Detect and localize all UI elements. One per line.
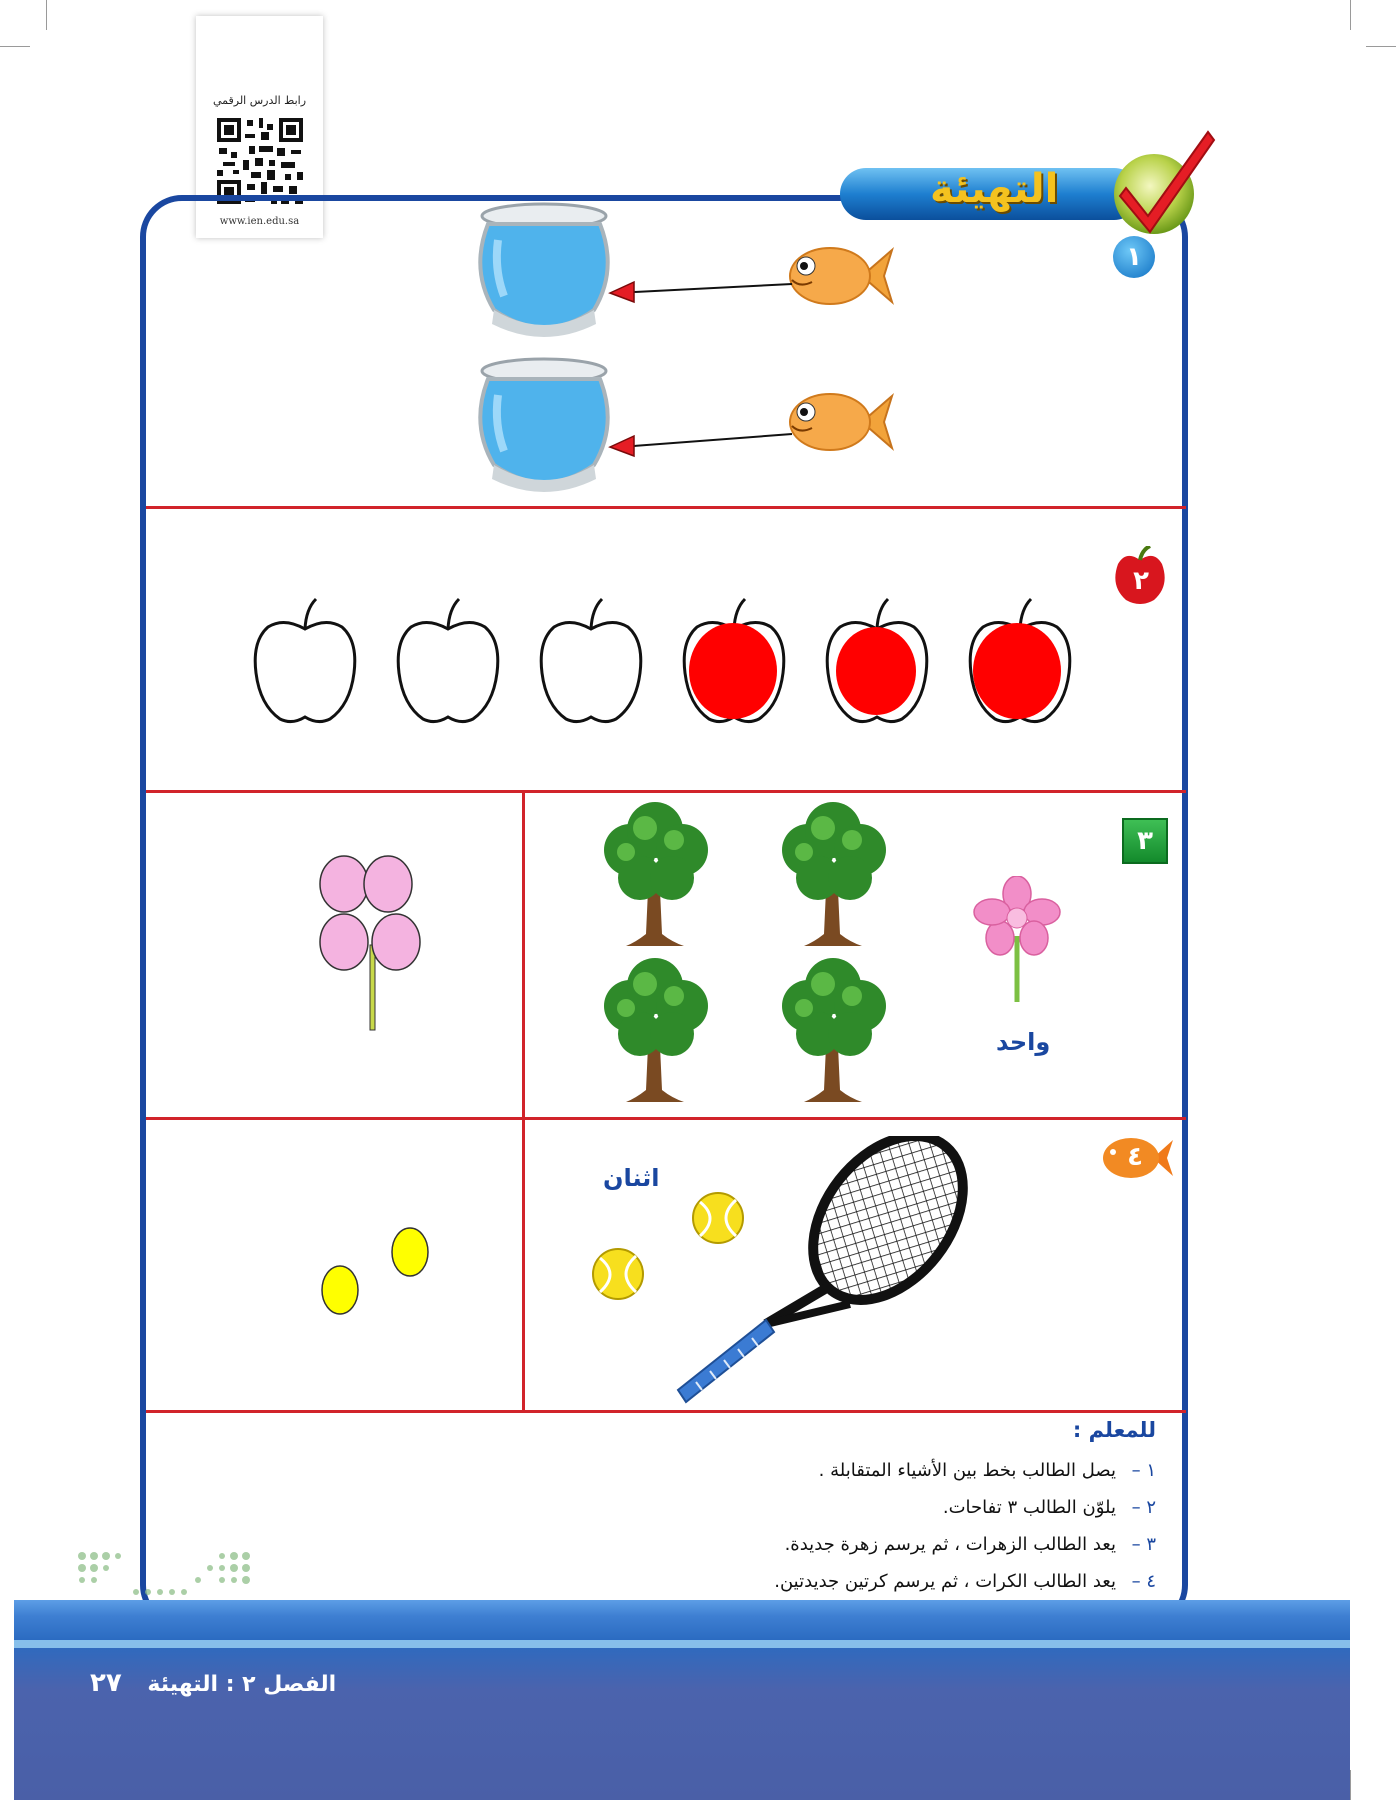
apple-outline[interactable] bbox=[536, 595, 646, 730]
tree-icon bbox=[778, 800, 888, 950]
apple-row bbox=[250, 595, 1080, 735]
apple-colored[interactable] bbox=[679, 595, 789, 730]
qr-code-icon bbox=[215, 116, 305, 206]
fishbowl-icon bbox=[474, 355, 614, 500]
fishbowl-icon bbox=[474, 200, 614, 345]
qr-label: رابط الدرس الرقمي bbox=[212, 94, 307, 107]
tree-icon bbox=[600, 956, 710, 1106]
qr-url[interactable]: www.ien.edu.sa bbox=[219, 216, 300, 227]
section-divider bbox=[146, 1410, 1186, 1413]
crop-mark bbox=[1350, 0, 1351, 30]
fish-icon bbox=[784, 236, 894, 316]
note-text: يصل الطالب بخط بين الأشياء المتقابلة . bbox=[818, 1460, 1116, 1481]
note-text: يعد الطالب الزهرات ، ثم يرسم زهرة جديدة. bbox=[784, 1534, 1116, 1555]
teacher-note bbox=[256, 1452, 1156, 1489]
page-number: ٢٧ bbox=[90, 1668, 122, 1698]
tennis-ball-icon bbox=[590, 1246, 646, 1302]
tree-icon bbox=[778, 956, 888, 1106]
note-number: ١ – bbox=[1131, 1460, 1156, 1481]
section-divider bbox=[146, 506, 1186, 509]
section-column-divider bbox=[522, 792, 525, 1119]
teacher-note bbox=[256, 1563, 1156, 1600]
apple-outline[interactable] bbox=[250, 595, 360, 730]
matching-arrows bbox=[600, 270, 800, 460]
note-number: ٢ – bbox=[1131, 1497, 1156, 1518]
flower-icon bbox=[972, 876, 1062, 1006]
apple-colored[interactable] bbox=[822, 595, 932, 730]
number-word: اثنان bbox=[603, 1164, 660, 1192]
crop-mark bbox=[1366, 46, 1396, 47]
header-title: التهيئة bbox=[930, 166, 1059, 212]
footer-stripe bbox=[14, 1640, 1350, 1648]
ministry-dots-logo bbox=[76, 1548, 256, 1628]
number-word: واحد bbox=[996, 1028, 1051, 1056]
section-number: ٣ bbox=[1137, 826, 1153, 856]
note-text: يلوّن الطالب ٣ تفاحات. bbox=[942, 1497, 1116, 1518]
teacher-notes-title: للمعلم : bbox=[1072, 1418, 1156, 1442]
crop-mark bbox=[0, 46, 30, 47]
section-number: ١ bbox=[1126, 242, 1142, 272]
footer-chapter bbox=[90, 1668, 336, 1698]
section-divider bbox=[146, 790, 1186, 793]
section-number: ٢ bbox=[1133, 566, 1149, 596]
footer-band bbox=[14, 1600, 1350, 1800]
tennis-racket-icon bbox=[670, 1136, 990, 1406]
teacher-note bbox=[256, 1489, 1156, 1526]
teacher-notes bbox=[256, 1418, 1156, 1600]
section-divider bbox=[146, 1117, 1186, 1120]
apple-colored[interactable] bbox=[965, 595, 1075, 730]
drawn-balls[interactable] bbox=[316, 1224, 436, 1324]
apple-outline[interactable] bbox=[393, 595, 503, 730]
crop-mark bbox=[46, 0, 47, 30]
teacher-note bbox=[256, 1526, 1156, 1563]
crop-mark bbox=[1350, 1770, 1351, 1800]
fish-icon bbox=[784, 382, 894, 462]
section-number-badge bbox=[1122, 818, 1168, 864]
section-column-divider bbox=[522, 1119, 525, 1411]
note-number: ٤ – bbox=[1131, 1571, 1156, 1592]
drawn-flower[interactable] bbox=[308, 850, 428, 1035]
section-number-badge bbox=[1113, 236, 1155, 278]
section-number: ٤ bbox=[1127, 1142, 1143, 1172]
chapter-title: الفصل ٢ : التهيئة bbox=[147, 1672, 337, 1697]
note-number: ٣ – bbox=[1131, 1534, 1156, 1555]
note-text: يعد الطالب الكرات ، ثم يرسم كرتين جديدتين. bbox=[774, 1571, 1116, 1592]
tree-icon bbox=[600, 800, 710, 950]
